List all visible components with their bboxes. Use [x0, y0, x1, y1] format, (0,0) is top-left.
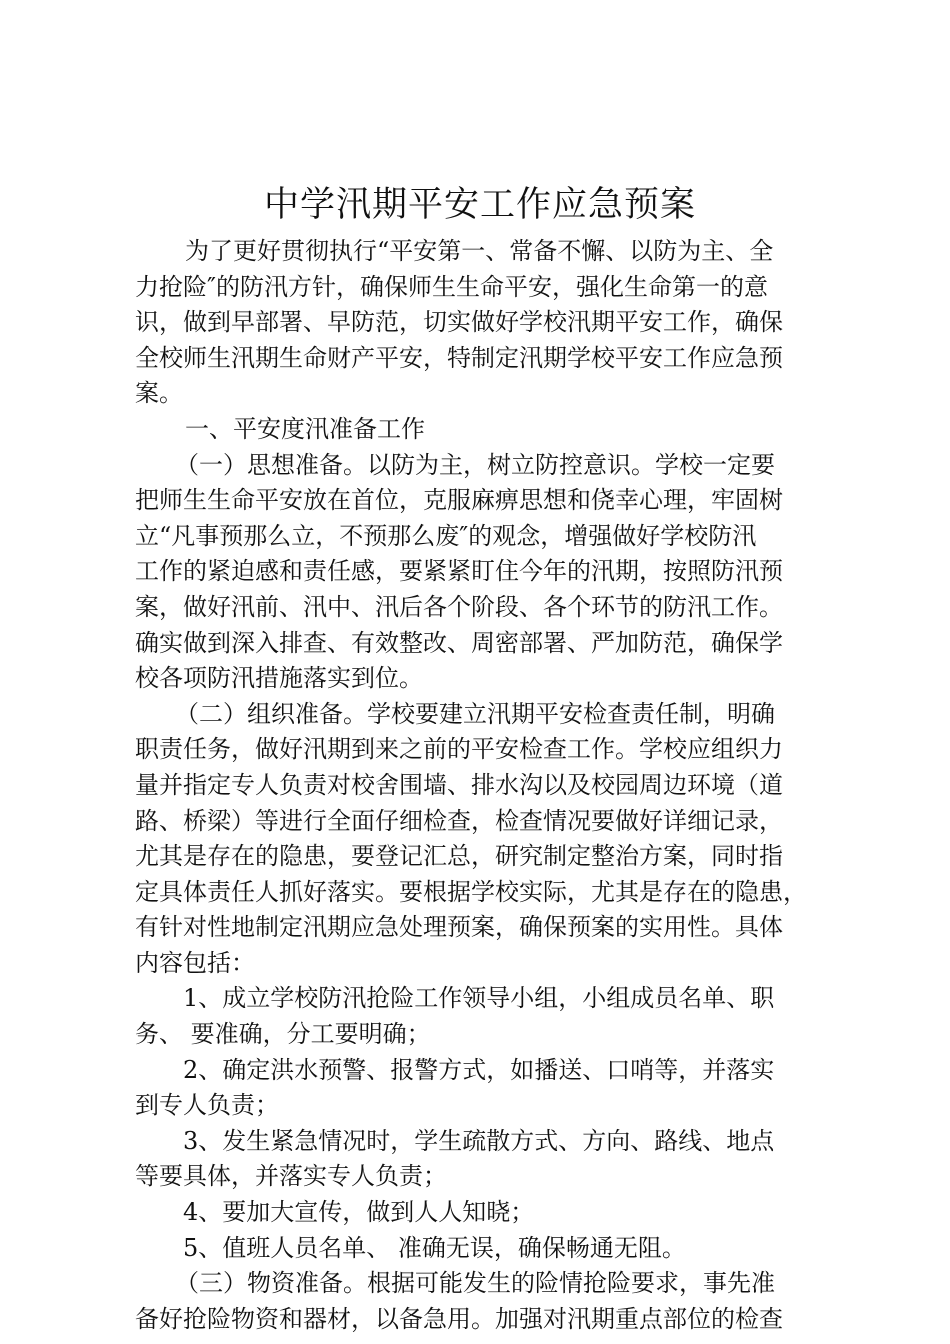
paragraph-line: 尤其是存在的隐患，要登记汇总，研究制定整治方案，同时指 [135, 842, 783, 871]
list-item-continuation: 务、 要准确，分工要明确； [135, 1020, 431, 1049]
section-heading: 一、平安度汛准备工作 [185, 414, 425, 443]
paragraph-line: 案。 [135, 379, 183, 408]
paragraph-line: （二）组织准备。学校要建立汛期平安检查责任制，明确 [175, 699, 775, 728]
list-item-continuation: 到专人负责； [135, 1091, 279, 1120]
paragraph-line: 工作的紧迫感和责任感，要紧紧盯住今年的汛期，按照防汛预 [135, 557, 783, 586]
paragraph-line: 校各项防汛措施落实到位。 [135, 664, 423, 693]
paragraph-line: 内容包括： [135, 948, 255, 977]
list-item: 4、要加大宣传，做到人人知晓； [183, 1198, 535, 1227]
paragraph-line: 有针对性地制定汛期应急处理预案，确保预案的实用性。具体 [135, 913, 783, 942]
document-title: 中学汛期平安工作应急预案 [263, 185, 696, 225]
document-body [135, 234, 835, 1337]
paragraph-line: 为了更好贯彻执行“平安第一、常备不懈、以防为主、全 [185, 237, 774, 265]
list-item-continuation: 等要具体，并落实专人负责； [135, 1162, 447, 1191]
paragraph-line: 立“凡事预那么立，不预那么废″的观念，增强做好学校防汛 [135, 521, 757, 550]
paragraph-line: 路、桥梁）等进行全面仔细检查，检查情况要做好详细记录， [135, 806, 783, 835]
paragraph-line: （三）物资准备。根据可能发生的险情抢险要求，事先准 [175, 1269, 775, 1298]
paragraph-line: 力抢险″的防汛方针，确保师生生命平安，强化生命第一的意 [135, 272, 768, 301]
paragraph-line: 识，做到早部署、早防范，切实做好学校汛期平安工作，确保 [135, 308, 783, 337]
list-item: 2、确定洪水预警、报警方式，如播送、口哨等，并落实 [183, 1055, 775, 1084]
paragraph-line: 量并指定专人负责对校舍围墙、排水沟以及校园周边环境（道 [135, 770, 783, 799]
list-item: 1、成立学校防汛抢险工作领导小组，小组成员名单、职 [183, 984, 775, 1013]
paragraph-line: 全校师生汛期生命财产平安，特制定汛期学校平安工作应急预 [135, 343, 783, 372]
list-item: 5、值班人员名单、 准确无误，确保畅通无阻。 [183, 1233, 686, 1262]
paragraph-line: 职责任务，做好汛期到来之前的平安检查工作。学校应组织力 [135, 735, 783, 764]
paragraph-line: 把师生生命平安放在首位，克服麻痹思想和侥幸心理，牢固树 [135, 486, 783, 515]
paragraph-line: 确实做到深入排查、有效整改、周密部署、严加防范，确保学 [135, 628, 783, 657]
paragraph-line: 定具体责任人抓好落实。要根据学校实际，尤其是存在的隐患， [135, 877, 807, 906]
paragraph-line: 备好抢险物资和器材，以备急用。加强对汛期重点部位的检查 [135, 1304, 783, 1333]
list-item: 3、发生紧急情况时，学生疏散方式、方向、路线、地点 [183, 1126, 775, 1155]
paragraph-line: 案，做好汛前、汛中、汛后各个阶段、各个环节的防汛工作。 [135, 592, 783, 621]
paragraph-line: （一）思想准备。以防为主，树立防控意识。学校一定要 [175, 450, 775, 479]
